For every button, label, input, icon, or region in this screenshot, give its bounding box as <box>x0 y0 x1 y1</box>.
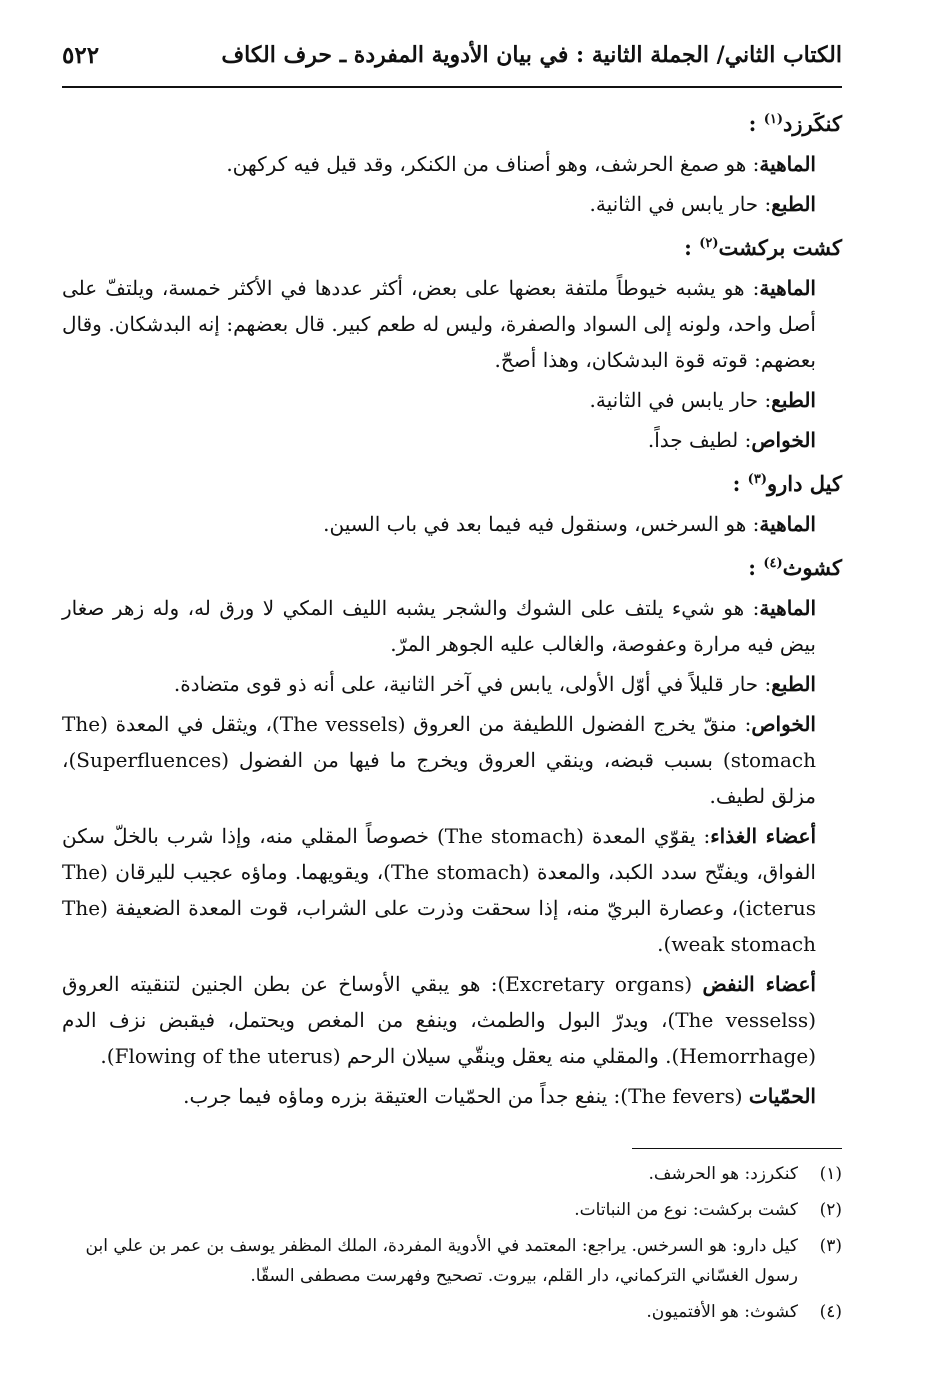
entry-paragraph <box>62 146 842 182</box>
footnote-item <box>62 1195 842 1225</box>
entry-term: أعضاء الغذاء <box>710 824 816 848</box>
entry-name: كشوث <box>782 555 842 580</box>
entry-term: الخواص <box>751 428 816 452</box>
footnote-item <box>62 1297 842 1327</box>
entry-term: الخواص <box>751 712 816 736</box>
entry-text: : لطيف جداً. <box>647 428 752 452</box>
entry-colon: : <box>748 555 764 580</box>
footnote-number: (٢) <box>819 1200 842 1220</box>
entry-paragraph <box>62 422 842 458</box>
entry-paragraph <box>62 706 842 814</box>
entry-term: الطبع <box>771 388 816 412</box>
footnotes <box>62 1148 842 1333</box>
footnote-text: كشوث: هو الأفتميون. <box>646 1302 798 1322</box>
entry-colon: : <box>748 111 764 136</box>
entry-text: : هو شيء يلتف على الشوك والشجر يشبه الليف المكي لا ورق له، وله زهر صغار بيض فيه مرارة وعفوصة، والغالب عليه الجوهر المرّ. <box>62 596 816 656</box>
footnote-number: (١) <box>819 1164 842 1184</box>
entry-text: : هو يشبه خيوطاً ملتفة بعضها على بعض، أكثر عددها في الأكثر خمسة، ويلتفّ على أصل واحد، ولونه إلى السواد والصفرة، وليس له طعم كبير. قال بعضهم: إنه البدشكان. وقال بعضهم: قوته قوة البدشكان، وهذا أصحّ. <box>62 276 816 372</box>
entry-text: (Excretary organs): هو يبقي الأوساخ عن بطن الجنين لتنقيته العروق (The vesselss)، ويدرّ البول والطمث، وينفع من المغص ويحتمل، فيقبض نزف الدم (Hemorrhage). والمقلي منه يعقل وينقّي سيلان الرحم (Flowing of the uterus). <box>62 972 816 1068</box>
entry-text: : هو السرخس، وسنقول فيه فيما بعد في باب السين. <box>323 512 760 536</box>
footnote-ref: (٤) <box>763 556 783 571</box>
entry-title <box>62 226 842 266</box>
entry-title <box>62 462 842 502</box>
page-header <box>62 42 842 88</box>
entry-term: الطبع <box>771 672 816 696</box>
footnote-ref: (٢) <box>699 236 719 251</box>
footnote-ref: (٣) <box>747 472 767 487</box>
entry-term: الماهية <box>759 276 816 300</box>
entry-text: : هو صمغ الحرشف، وهو أصناف من الكنكر، وقد قيل فيه كركهن. <box>226 152 760 176</box>
entry-paragraph <box>62 186 842 222</box>
entry-text: (The fevers): ينفع جداً من الحمّيات العتيقة بزره وماؤه فيما جرب. <box>183 1084 749 1108</box>
entry-term: الماهية <box>759 512 816 536</box>
footnote-item <box>62 1159 842 1189</box>
entry-colon: : <box>732 471 748 496</box>
page-number: ٥٢٢ <box>62 42 100 69</box>
entry-term: الماهية <box>759 152 816 176</box>
entry-name: كشت بركشت <box>718 235 842 260</box>
entry-paragraph <box>62 270 842 378</box>
entry-text: : منقّ يخرج الفضول اللطيفة من العروق (The vessels)، ويثقل في المعدة (The stomach) بسبب قبضه، وينقي العروق ويخرج ما فيها من الفضول (Superfluences)، مزلق لطيف. <box>62 712 816 808</box>
footnote-text: كنكرزد: هو الحرشف. <box>648 1164 798 1184</box>
entry-paragraph <box>62 666 842 702</box>
footnote-number: (٣) <box>819 1236 842 1256</box>
entry-paragraph <box>62 382 842 418</box>
entry-title <box>62 546 842 586</box>
entry-term: أعضاء النفض <box>702 972 816 996</box>
entry-paragraph <box>62 966 842 1074</box>
footnote-separator <box>632 1148 842 1149</box>
entry-colon: : <box>684 235 700 260</box>
main-text <box>62 102 842 1118</box>
footnote-ref: (١) <box>763 112 783 127</box>
footnote-item <box>62 1231 842 1291</box>
entry-term: الماهية <box>759 596 817 620</box>
entry-name: كنكَرزد <box>782 111 842 136</box>
footnote-number: (٤) <box>819 1302 842 1322</box>
entry-paragraph <box>62 818 842 962</box>
entry-paragraph <box>62 590 842 662</box>
entry-paragraph <box>62 1078 842 1114</box>
entry-term: الحمّيات <box>748 1084 816 1108</box>
entry-text: : حار يابس في الثانية. <box>589 192 772 216</box>
entry-term: الطبع <box>771 192 816 216</box>
entry-text: : حار قليلاً في أوّل الأولى، يابس في آخر الثانية، على أنه ذو قوى متضادة. <box>173 672 772 696</box>
footnote-list <box>62 1159 842 1327</box>
entry-name: كيل دارو <box>766 471 842 496</box>
entry-paragraph <box>62 506 842 542</box>
running-title: الكتاب الثاني/ الجملة الثانية : في بيان الأدوية المفردة ـ حرف الكاف <box>221 42 842 68</box>
entry-text: : يقوّي المعدة (The stomach) خصوصاً المقلي منه، وإذا شرب بالخلّ سكن الفواق، ويفتّح سدد الكبد، والمعدة (The stomach)، ويقويهما. وماؤه عجيب لليرقان (The icterus)، وعصارة البريّ منه، إذا سحقت وذرت على الشراب، قوت المعدة الضعيفة (The weak stomach). <box>62 824 816 956</box>
entry-title <box>62 102 842 142</box>
footnote-text: كشت بركشت: نوع من النباتات. <box>574 1200 798 1220</box>
footnote-text: كيل دارو: هو السرخس. يراجع: المعتمد في الأدوية المفردة، الملك المظفر يوسف بن عمر بن علي ابن رسول الغسّاني التركماني، دار القلم، بيروت. تصحيح وفهرست مصطفى السقّا. <box>85 1236 798 1286</box>
entry-text: : حار يابس في الثانية. <box>589 388 772 412</box>
